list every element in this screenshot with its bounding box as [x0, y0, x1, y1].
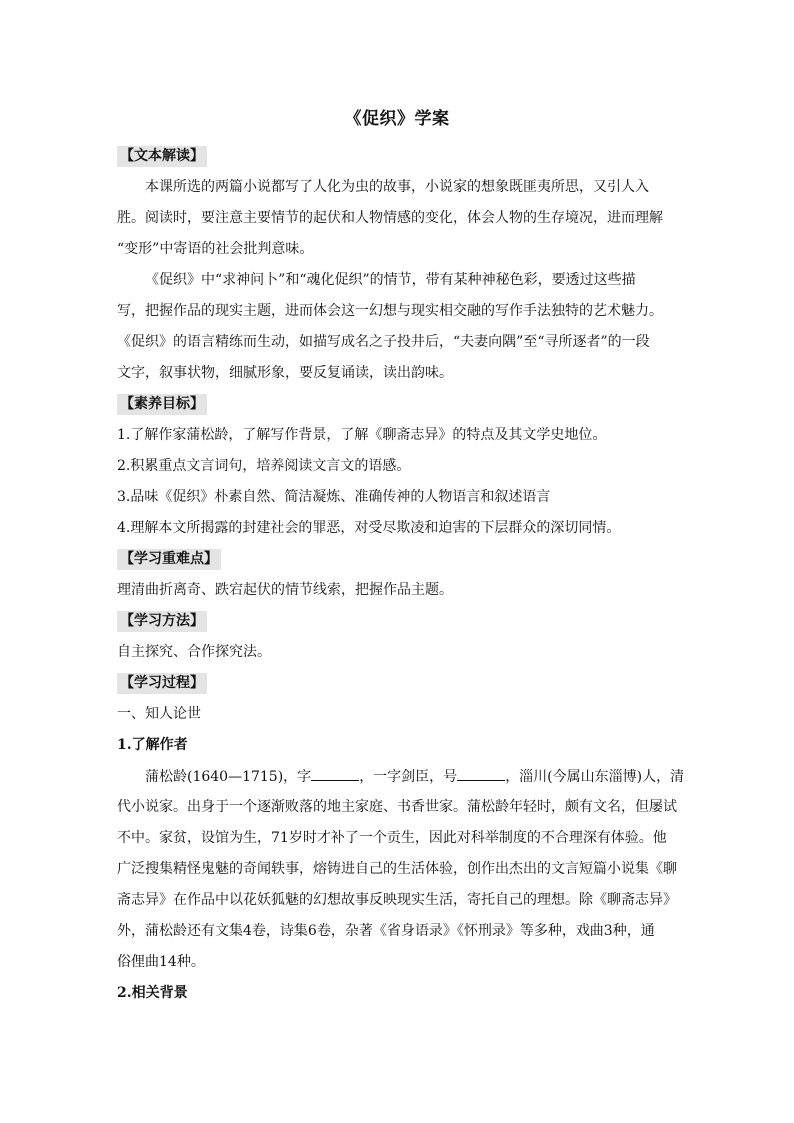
author-text: ，淄川(今属山东淄博)人，清	[505, 769, 685, 785]
page-title: 《促织》学案	[344, 109, 450, 129]
paragraph-line: 写，把握作品的现实主题，进而体会这一幻想与现实相交融的写作手法独特的艺术魅力。	[117, 303, 663, 319]
subheading-context: 一、知人论世	[117, 706, 201, 722]
key-points-text: 理清曲折离奇、跌宕起伏的情节线索，把握作品主题。	[117, 582, 453, 598]
goal-item: 3.品味《促织》朴素自然、简洁凝炼、准确传神的人物语言和叙述语言	[117, 489, 551, 505]
goal-item: 2.积累重点文言词句，培养阅读文言文的语感。	[117, 458, 411, 474]
fill-blank-zi[interactable]	[311, 766, 359, 781]
paragraph-line: 广泛搜集精怪鬼魅的奇闻轶事，熔铸进自己的生活体验，创作出杰出的文言短篇小说集《聊	[117, 861, 677, 877]
section-heading-key-points: 【学习重难点】	[117, 549, 221, 570]
paragraph-line: 胜。阅读时，要注意主要情节的起伏和人物情感的变化，体会人物的生存境况，进而理解	[117, 210, 663, 226]
paragraph-line: 外，蒲松龄还有文集4卷，诗集6卷，杂著《省身语录》《怀刑录》等多种，戏曲3种，通	[117, 923, 655, 939]
paragraph-line: 不中。家贫，设馆为生，71岁时才补了一个贡生，因此对科举制度的不合理深有体验。他	[117, 830, 667, 846]
method-text: 自主探究、合作探究法。	[117, 644, 271, 660]
section-heading-method: 【学习方法】	[117, 611, 207, 632]
paragraph-line: 斋志异》在作品中以花妖狐魅的幻想故事反映现实生活，寄托自己的理想。除《聊斋志异》	[117, 892, 677, 908]
paragraph-line: 俗俚曲14种。	[117, 954, 205, 970]
paragraph-line: 本课所选的两篇小说都写了人化为虫的故事，小说家的想象既匪夷所思，又引人入	[145, 179, 649, 195]
author-text: 蒲松龄(1640—1715)，字	[145, 769, 312, 785]
section-heading-reading: 【文本解读】	[117, 146, 207, 167]
author-text: ，一字剑臣，号	[359, 769, 458, 785]
section-heading-goals: 【素养目标】	[117, 394, 207, 415]
author-intro-line	[145, 766, 685, 786]
section-heading-process: 【学习过程】	[117, 673, 207, 694]
paragraph-line: 文字，叙事状物，细腻形象，要反复诵读，读出韵味。	[117, 365, 453, 381]
subheading-author: 1.了解作者	[117, 737, 188, 753]
paragraph-line: “变形”中寄语的社会批判意味。	[117, 241, 314, 257]
subheading-background: 2.相关背景	[117, 985, 188, 1001]
goal-item: 1.了解作家蒲松龄，了解写作背景，了解《聊斋志异》的特点及其文学史地位。	[117, 427, 607, 443]
goal-item: 4.理解本文所揭露的封建社会的罪恶，对受尽欺凌和迫害的下层群众的深切同情。	[117, 520, 621, 536]
paragraph-line: 《促织》的语言精练而生动，如描写成名之子投井后，“夫妻向隅”至“寻所逐者”的一段	[117, 334, 650, 350]
paragraph-line: 代小说家。出身于一个逐渐败落的地主家庭、书香世家。蒲松龄年轻时，颇有文名，但屡试	[117, 799, 677, 815]
fill-blank-hao[interactable]	[457, 766, 505, 781]
paragraph-line: 《促织》中“求神问卜”和“魂化促织”的情节，带有某种神秘色彩，要透过这些描	[145, 272, 636, 288]
